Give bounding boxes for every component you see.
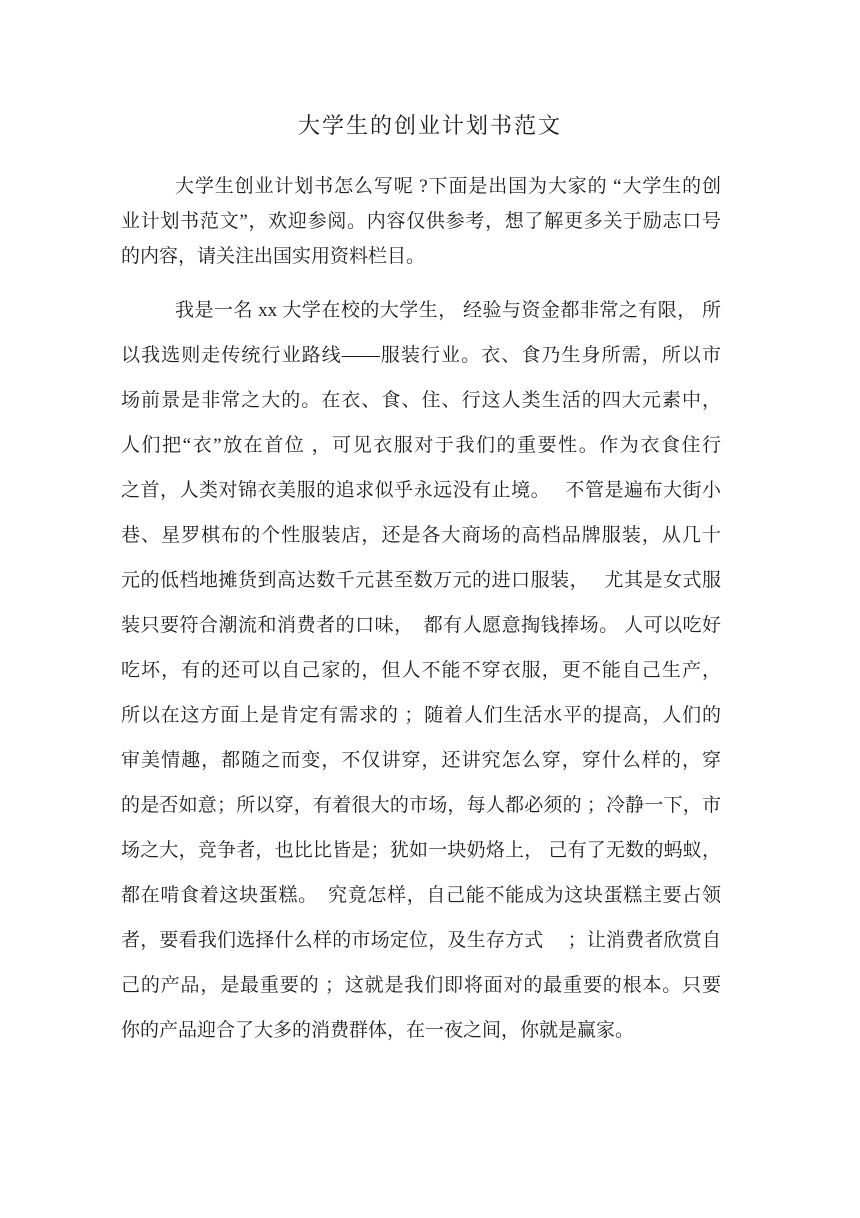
text-line: 装只要符合潮流和消费者的口味， 都有人愿意掏钱捧场。 人可以吃好 [121,615,721,636]
text-line: 的是否如意；所以穿，有着很大的市场，每人都必须的 ；冷静一下，市 [121,795,721,816]
text-line: 我是一名 xx 大学在校的大学生， 经验与资金都非常之有限， 所 [175,300,721,321]
text-line: 以我选则走传统行业路线——服装行业。衣、食乃生身所需，所以市 [121,345,721,366]
text-line: 都在啃食着这块蛋糕。 究竟怎样，自己能不能成为这块蛋糕主要占领 [121,885,721,906]
text-line: 人们把“衣”放在首位 ，可见衣服对于我们的重要性。作为衣食住行 [121,435,721,456]
text-line: 元的低档地摊货到高达数千元甚至数万元的进口服装， 尤其是女式服 [121,570,721,591]
text-line: 者，要看我们选择什么样的市场定位，及生存方式 ；让消费者欣赏自 [121,930,721,951]
text-line: 之首，人类对锦衣美服的追求似乎永远没有止境。 不管是遍布大街小 [121,480,721,501]
text-line: 大学生创业计划书怎么写呢 ?下面是出国为大家的 “大学生的创 [175,176,721,197]
text-line: 审美情趣，都随之而变，不仅讲穿，还讲究怎么穿，穿什么样的，穿 [121,750,721,771]
text-line: 场前景是非常之大的。在衣、食、住、行这人类生活的四大元素中， [121,390,721,411]
text-line: 你的产品迎合了大多的消费群体，在一夜之间，你就是赢家。 [121,1020,635,1041]
text-line: 场之大，竞争者，也比比皆是；犹如一块奶烙上， 己有了无数的蚂蚁， [121,840,721,861]
text-line: 所以在这方面上是肯定有需求的 ；随着人们生活水平的提高，人们的 [121,705,721,726]
text-line: 业计划书范文”，欢迎参阅。内容仅供参考，想了解更多关于励志口号 [121,211,721,232]
page-title: 大学生的创业计划书范文 [297,113,562,138]
body-paragraph [121,288,721,1053]
text-line: 己的产品，是最重要的 ；这就是我们即将面对的最重要的根本。只要 [121,975,721,996]
text-line: 吃坏，有的还可以自己家的，但人不能不穿衣服，更不能自己生产， [121,660,721,681]
text-line: 巷、星罗棋布的个性服装店，还是各大商场的高档品牌服装，从几十 [121,525,721,546]
text-line: 的内容，请关注出国实用资料栏目。 [121,246,426,267]
intro-paragraph [121,169,721,274]
